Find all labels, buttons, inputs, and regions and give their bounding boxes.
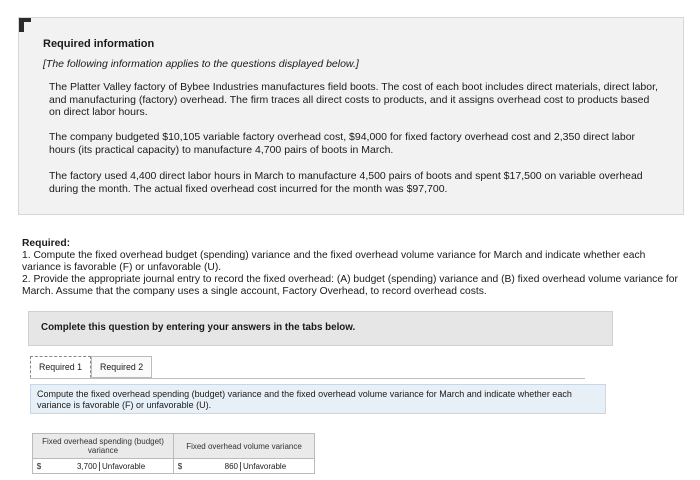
header-spending-variance: Fixed overhead spending (budget) variance — [33, 434, 174, 459]
panel-corner-marker-top — [19, 18, 31, 22]
required-information-panel — [18, 17, 684, 215]
header-volume-variance: Fixed overhead volume variance — [174, 434, 315, 459]
info-paragraph-1: The Platter Valley factory of Bybee Industries manufactures field boots. The cost of each boot includes direct materials, direct labor, and manufacturing (factory) overhead. The firm traces all direct costs to products, and it assigns overhead cost to products based on direct labor hours. — [49, 81, 658, 118]
required-section — [22, 238, 682, 298]
required-heading: Required: — [22, 238, 71, 249]
info-subtitle: [The following information applies to the questions displayed below.] — [43, 58, 359, 70]
volume-variance-cell — [174, 459, 315, 474]
volume-variance-amount-input[interactable]: 860 — [224, 461, 238, 471]
required-item-1: 1. Compute the fixed overhead budget (spending) variance and the fixed overhead volume variance for March and indicate whether each variance is favorable (F) or unfavorable (U). — [22, 250, 646, 273]
volume-variance-fu-select[interactable]: Unfavorable — [240, 462, 314, 471]
required-item-2: 2. Provide the appropriate journal entry to record the fixed overhead: (A) budget (spending) variance and (B) fixed overhead volume variance for March. Assume that the company uses a single account, Factory Overhead, to record overhead costs. — [22, 274, 678, 297]
info-title: Required information — [43, 38, 155, 50]
info-paragraph-3: The factory used 4,400 direct labor hours in March to manufacture 4,500 pairs of boots and spent $17,500 on variable overhead during the month. The actual fixed overhead cost incurred for the month was $97,700. — [49, 170, 643, 195]
complete-question-text: Complete this question by entering your answers in the tabs below. — [41, 322, 356, 333]
tab-content — [30, 378, 585, 479]
answer-tabs — [30, 356, 152, 378]
currency-symbol: $ — [36, 461, 42, 471]
answer-table — [32, 433, 315, 474]
complete-question-bar — [28, 311, 613, 346]
currency-symbol: $ — [177, 461, 183, 471]
tab-required-1[interactable]: Required 1 — [30, 356, 91, 378]
tab-required-2[interactable]: Required 2 — [91, 356, 152, 378]
spending-variance-amount-input[interactable]: 3,700 — [76, 461, 97, 471]
spending-variance-fu-select[interactable]: Unfavorable — [99, 462, 173, 471]
instruction-box: Compute the fixed overhead spending (budget) variance and the fixed overhead volume variance for March and indicate whether each variance is favorable (F) or unfavorable (U). — [30, 384, 606, 414]
info-paragraph-2: The company budgeted $10,105 variable factory overhead cost, $94,000 for fixed factory overhead cost and 2,350 direct labor hours (its practical capacity) to manufacture 4,700 pairs of boots in March. — [49, 131, 636, 156]
spending-variance-cell — [33, 459, 174, 474]
